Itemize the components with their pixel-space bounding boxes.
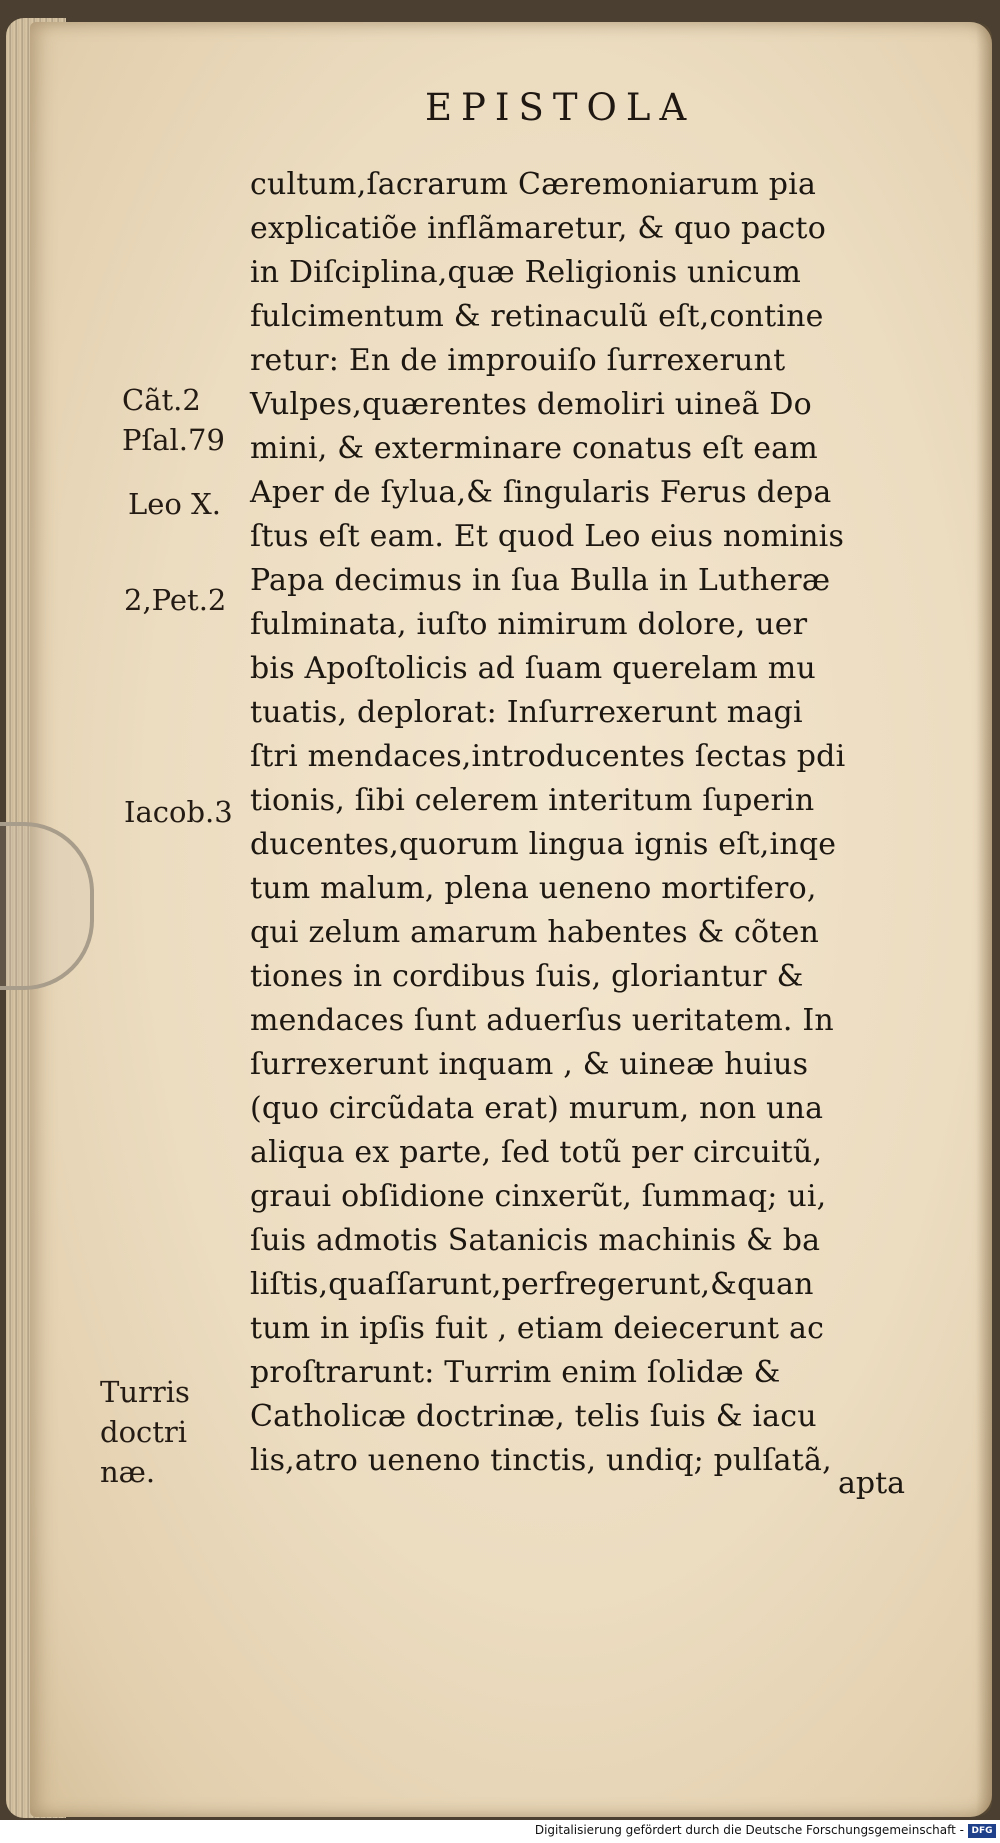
text-line: tionis, ſibi celerem interitum ſuperin	[250, 783, 815, 818]
text-line: fulcimentum & retinaculũ eſt,contine	[250, 299, 824, 334]
text-line: proſtrarunt: Turrim enim ſolidæ &	[250, 1355, 781, 1390]
text-line: fulminata, iuſto nimirum dolore, uer	[250, 607, 808, 642]
text-line: Aper de ſylua,& ſingularis Ferus depa	[250, 475, 832, 510]
margin-note-cant: Cãt.2	[122, 383, 201, 417]
funding-credit: Digitalisierung gefördert durch die Deutsche Forschungsgemeinschaft -	[534, 1823, 964, 1837]
text-line: bis Apoſtolicis ad ſuam querelam mu	[250, 651, 816, 686]
text-line: ſuis admotis Satanicis machinis & ba	[250, 1223, 821, 1258]
margin-note-nae: næ.	[100, 1455, 156, 1489]
text-line: Vulpes,quærentes demoliri uineã Do	[250, 387, 812, 422]
text-line: lis,atro ueneno tinctis, undiq; pulſatã,	[250, 1443, 832, 1478]
text-line: in Diſciplina,quæ Religionis unicum	[250, 255, 802, 290]
text-line: liſtis,quaſſarunt,perfregerunt,&quan	[250, 1267, 814, 1302]
text-line: tum in ipſis fuit , etiam deiecerunt ac	[250, 1311, 825, 1346]
text-line: ſurrexerunt inquam , & uineæ huius	[250, 1047, 809, 1082]
text-line: (quo circũdata erat) murum, non una	[250, 1091, 824, 1126]
text-line: ſtus eſt eam. Et quod Leo eius nominis	[250, 519, 845, 554]
text-line: graui obſidione cinxerũt, ſummaq; ui,	[250, 1179, 827, 1214]
text-line: qui zelum amarum habentes & cõten	[250, 915, 820, 950]
catchword: apta	[838, 1466, 906, 1501]
text-line: mini, & exterminare conatus eſt eam	[250, 431, 818, 466]
margin-note-leo: Leo X.	[128, 487, 221, 521]
text-line: mendaces ſunt aduerſus ueritatem. In	[250, 1003, 834, 1038]
text-line: aliqua ex parte, ſed totũ per circuitũ,	[250, 1135, 823, 1170]
text-line: Catholicæ doctrinæ, telis ſuis & iacu	[250, 1399, 817, 1434]
text-line: ducentes,quorum lingua ignis eſt,inqe	[250, 827, 837, 862]
running-head: EPISTOLA	[425, 86, 696, 129]
text-line: ſtri mendaces,introducentes ſectas pdi	[250, 739, 846, 774]
dfg-logo-icon: DFG	[968, 1824, 996, 1838]
margin-note-turris: Turris	[100, 1375, 190, 1409]
text-line: Papa decimus in ſua Bulla in Lutheræ	[250, 563, 831, 598]
text-line: explicatiõe inflãmaretur, & quo pacto	[250, 211, 826, 246]
margin-note-psal: Pſal.79	[122, 423, 225, 457]
margin-note-doctri: doctri	[100, 1415, 188, 1449]
text-line: tiones in cordibus ſuis, gloriantur &	[250, 959, 804, 994]
text-line: tum malum, plena ueneno mortifero,	[250, 871, 817, 906]
text-line: retur: En de improuiſo ſurrexerunt	[250, 343, 786, 378]
text-line: cultum,ſacrarum Cæremoniarum pia	[250, 167, 817, 202]
text-line: tuatis, deplorat: Inſurrexerunt magi	[250, 695, 803, 730]
margin-note-iacob: Iacob.3	[124, 795, 233, 829]
margin-note-pet: 2,Pet.2	[124, 583, 227, 617]
